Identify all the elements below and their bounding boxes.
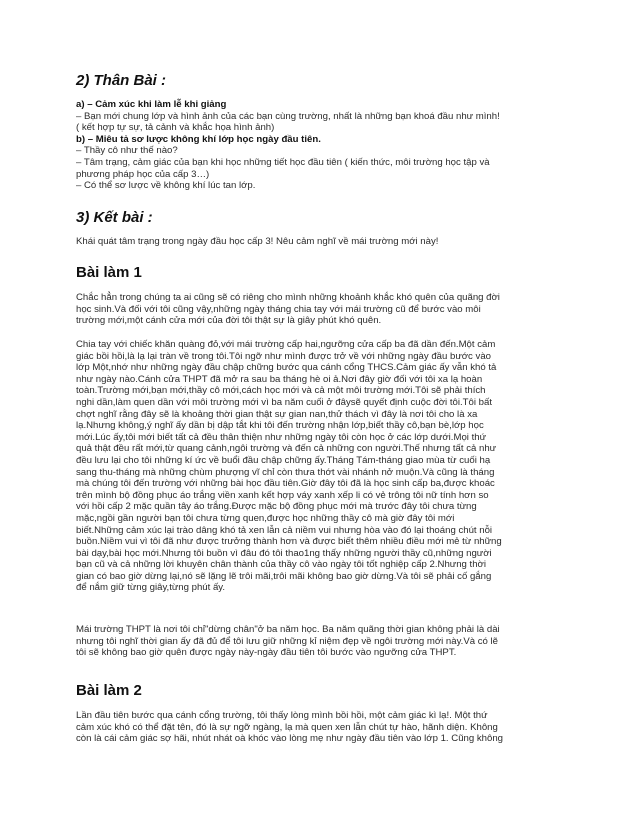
outline-heading-a: a) – Cảm xúc khi làm lễ khi giảng — [76, 99, 227, 110]
outline-line: – Có thể sơ lược về không khí lúc tan lớp. — [76, 180, 256, 192]
outline-line: – Bạn mới chung lớp và hình ảnh của các bạn cùng trường, nhất là những bạn khoá đầu như mình! — [76, 110, 500, 122]
section-title-than-bai: 2) Thân Bài : — [76, 72, 167, 89]
essay-title-2: Bài làm 2 — [76, 682, 142, 699]
outline-line: – Tâm trạng, cảm giác của bạn khi học những tiết học đầu tiên ( kiến thức, môi trường học tập và phương pháp học của cấp 3…) — [76, 156, 490, 180]
essay-1-paragraph: Chắc hẳn trong chúng ta ai cũng sẽ có riêng cho mình những khoảnh khắc khó quên của quãng đời học sinh.Và đối với tôi cũng vậy,những ngày tháng chia tay với mái trường cũ để bước vào môi trường mới,một cánh cửa mới của đời tôi thật sự là giây phút khó quên. — [76, 292, 500, 327]
outline-line: ( kết hợp tự sự, tả cảnh và khắc họa hình ảnh) — [76, 122, 275, 134]
section-title-ket-bai: 3) Kết bài : — [76, 209, 153, 226]
outline-heading-b: b) – Miêu tả sơ lược không khí lớp học ngày đầu tiên. — [76, 133, 321, 145]
section-body-than-bai — [76, 99, 500, 192]
outline-line: – Thầy cô như thế nào? — [76, 145, 178, 157]
essay-title-1: Bài làm 1 — [76, 264, 142, 281]
essay-1-paragraph: Chia tay với chiếc khăn quàng đỏ,với mái trường cấp hai,ngưỡng cửa cấp ba đã dần đến.Một cảm giác bồi hồi,là lạ lại tràn về trong tôi.Tôi ngỡ như mình được trở về với những ngày đầu bước vào lớp Một,nhớ như những ngày đầu chập chững bước qua cánh cổng THCS.Cảm giác ấy vẫn khó tả như ngày nào.Cánh cửa THPT đã mở ra sau ba tháng hè oi ả.Nơi đây giờ đối với tôi xa lạ hoàn toàn.Trường mới,bạn mới,thầy cô mới,cách học mới và cả một môi trường mới.Tôi sẽ phải thích nghi dần,làm quen dần với môi trường mới vì ba năm cuối ở đâysẽ quyết định cuộc đời tôi.Tôi bất chợt nghĩ rằng đây sẽ là khoảng thời gian thật sự gian nan,thử thách vì đây là nơi tôi cho là xa lạ.Nhưng không,ý nghĩ ấy dần bị dập tắt khi tôi đến trường nhận lớp,biết thầy cô,bạn bè,lớp học mới.Lúc ấy,tôi mới biết tất cả đều thân thiện như những ngày tôi còn học ở các lớp dưới.Mọi thứ quả thật đều rất mới,từ quang cảnh,ngôi trường và đến cả những con người.Thế nhưng tất cả như đều lưu lại cho tôi những kí ức về buổi đầu chập chững ấy.Tháng Tám-tháng giao mùa từ cuối hạ sang thu-tháng mà những chùm phượng vĩ chỉ còn thưa thớt vài nhánh nở muộn.Và cũng là tháng mà chúng tôi đến trường với những bài học đầu tiên.Giờ đây tôi đã là học sinh cấp ba,được khoác trên mình bộ đồng phục áo trắng viền xanh kết hợp váy xanh xếp li có vẻ trông tôi nữ tính hơn so với hồi cấp 2 mặc quần tây áo trắng.Được mặc bộ đồng phục mới mà trước đây tôi chưa từng mặc,ngồi gần người bạn tôi chưa từng quen,được học những thầy cô mà giờ đây tôi mới biết.Những cảm xúc lại trào dâng khó tả xen lẫn cả niềm vui nhưng hòa vào đó lại thoáng chút nỗi buồn.Niềm vui vì tôi đã như được trưởng thành hơn và được biết thêm nhiều điều mới mẻ từ những bài dạy,bài học mới.Nhưng tôi buồn vì đâu đó tôi thao1ng thấy những người thầy cũ,những người bạn cũ và cả những lời khuyên chân thành của thầy cô vào ngày tôi tốt nghiệp cấp 2.Nhưng thời gian có bao giờ dừng lại,nó sẽ lặng lẽ trôi mãi,trôi mãi không bao giờ dừng.Và tôi sẽ phải cố gắng để nắm giữ từng giây,từng phút ấy. — [76, 339, 502, 594]
essay-1-paragraph: Mái trường THPT là nơi tôi chỉ"dừng chân"ở ba năm học. Ba năm quãng thời gian không phải là dài nhưng tôi nghĩ thời gian ấy đã đủ để tôi lưu giữ những kỉ niệm đẹp về ngôi trường mới này.Và có lẽ tôi sẽ không bao giờ quên được ngày này-ngày đầu tiên tôi bước vào ngưỡng cửa THPT. — [76, 624, 500, 659]
section-body-ket-bai: Khái quát tâm trạng trong ngày đầu học cấp 3! Nêu cảm nghĩ về mái trường mới này! — [76, 236, 439, 247]
essay-2-paragraph: Lần đầu tiên bước qua cánh cổng trường, tôi thấy lòng mình bồi hồi, một cảm giác kì lạ!. Một thứ cảm xúc khó có thể đặt tên, đó là sự ngỡ ngàng, lạ mà quen xen lẫn chút tự hào, hãnh diện. Không còn là cái cảm giác sợ hãi, nhút nhát oà khóc vào lòng mẹ như ngày đầu tiên vào lớp 1. Cũng không — [76, 710, 504, 745]
